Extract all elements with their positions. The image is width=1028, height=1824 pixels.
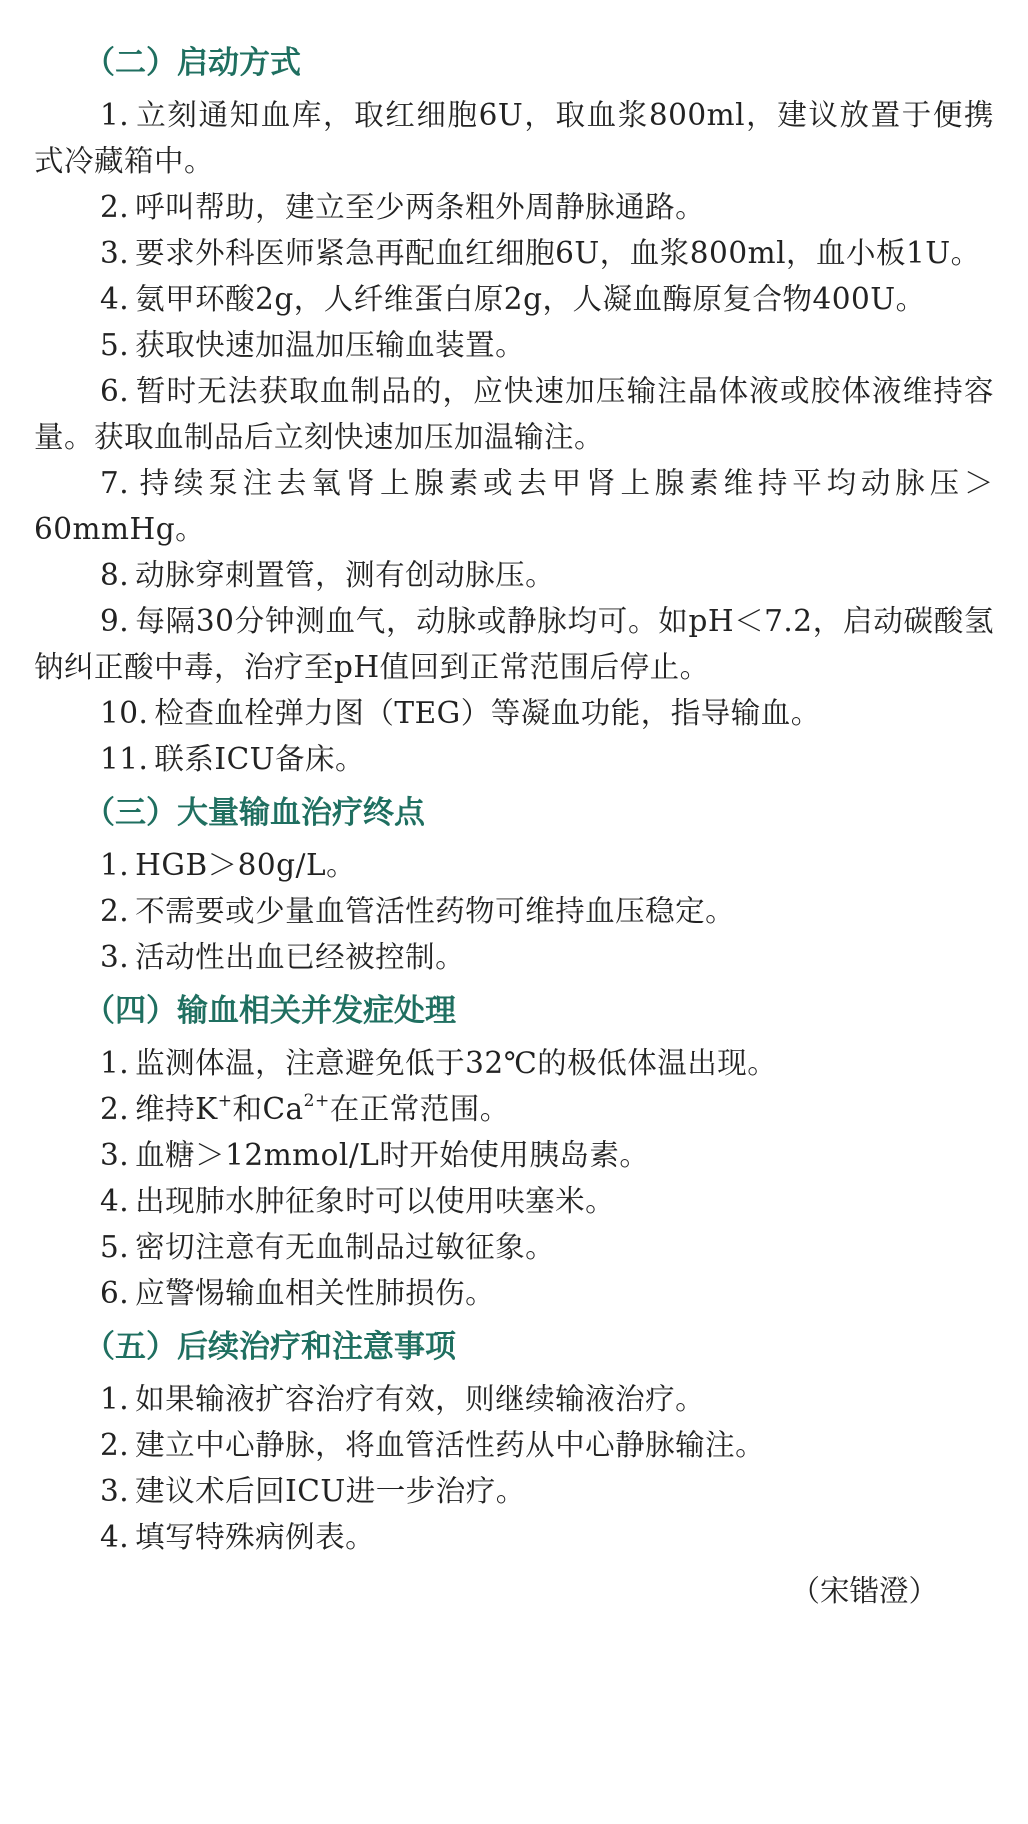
item-number: 6. (100, 1276, 130, 1310)
item-text: 暂时无法获取血制品的，应快速加压输注晶体液或胶体液维持容量。获取血制品后立刻快速加压加温输注。 (34, 374, 994, 454)
superscript: 2+ (303, 1091, 330, 1111)
section-complications (34, 986, 994, 1316)
item-text-part: 和Ca (232, 1092, 304, 1126)
item-number: 4. (100, 1184, 130, 1218)
item-number: 3. (100, 1138, 130, 1172)
item-text-part: 维持K (135, 1092, 218, 1126)
item-number: 2. (100, 894, 130, 928)
list-item (34, 368, 994, 460)
item-text: 获取快速加温加压输血装置。 (135, 328, 526, 362)
item-text: HGB＞80g/L。 (135, 848, 357, 882)
item-number: 3. (100, 940, 130, 974)
list-item (34, 184, 994, 230)
list-item (34, 1178, 994, 1224)
item-text: 填写特殊病例表。 (135, 1520, 376, 1554)
item-number: 1. (100, 98, 130, 132)
item-text: 应警惕输血相关性肺损伤。 (135, 1276, 496, 1310)
list-item (34, 1270, 994, 1316)
list-item (34, 736, 994, 782)
item-number: 3. (100, 1474, 130, 1508)
item-number: 5. (100, 328, 130, 362)
item-text: 要求外科医师紧急再配血红细胞6U，血浆800ml，血小板1U。 (135, 236, 981, 270)
list-item (34, 1514, 994, 1560)
item-number: 2. (100, 1092, 130, 1126)
item-text: 氨甲环酸2g，人纤维蛋白原2g，人凝血酶原复合物400U。 (135, 282, 926, 316)
item-text: 活动性出血已经被控制。 (135, 940, 466, 974)
author-signature: （宋锴澄） (790, 1574, 938, 1608)
item-number: 4. (100, 1520, 130, 1554)
item-text: 不需要或少量血管活性药物可维持血压稳定。 (135, 894, 736, 928)
list-item (34, 92, 994, 184)
section-heading: （五）后续治疗和注意事项 (84, 1329, 456, 1365)
list-item (34, 276, 994, 322)
item-number: 8. (100, 558, 130, 592)
list-item (34, 888, 994, 934)
list-item (34, 598, 994, 690)
item-text: 呼叫帮助，建立至少两条粗外周静脉通路。 (135, 190, 706, 224)
list-item (34, 1422, 994, 1468)
item-number: 11. (100, 742, 149, 776)
list-item (34, 552, 994, 598)
item-text: 检查血栓弹力图（TEG）等凝血功能，指导输血。 (154, 696, 821, 730)
item-text: 监测体温，注意避免低于32℃的极低体温出现。 (135, 1046, 778, 1080)
item-text: 立刻通知血库，取红细胞6U，取血浆800ml，建议放置于便携式冷藏箱中。 (34, 98, 994, 178)
item-text: 如果输液扩容治疗有效，则继续输液治疗。 (135, 1382, 706, 1416)
list-item (34, 690, 994, 736)
item-number: 1. (100, 848, 130, 882)
item-text: 密切注意有无血制品过敏征象。 (135, 1230, 556, 1264)
section-startup (34, 38, 994, 782)
item-number: 2. (100, 1428, 130, 1462)
item-number: 4. (100, 282, 130, 316)
item-number: 1. (100, 1046, 130, 1080)
item-text: 每隔30分钟测血气，动脉或静脉均可。如pH＜7.2，启动碳酸氢钠纠正酸中毒，治疗至pH值回到正常范围后停止。 (34, 604, 994, 684)
list-item (34, 1468, 994, 1514)
list-item (34, 1376, 994, 1422)
section-heading: （四）输血相关并发症处理 (84, 993, 456, 1029)
section-transfusion-endpoint (34, 788, 994, 980)
item-number: 1. (100, 1382, 130, 1416)
list-item (34, 1040, 994, 1086)
list-item (34, 230, 994, 276)
item-number: 5. (100, 1230, 130, 1264)
item-number: 7. (100, 466, 130, 500)
item-text: 动脉穿刺置管，测有创动脉压。 (135, 558, 556, 592)
item-text: 出现肺水肿征象时可以使用呋塞米。 (135, 1184, 616, 1218)
item-text: 血糖＞12mmol/L时开始使用胰岛素。 (135, 1138, 650, 1172)
section-heading: （二）启动方式 (84, 45, 301, 81)
section-heading: （三）大量输血治疗终点 (84, 795, 425, 831)
item-number: 9. (100, 604, 130, 638)
item-text: 建立中心静脉，将血管活性药从中心静脉输注。 (135, 1428, 766, 1462)
list-item (34, 1132, 994, 1178)
item-number: 6. (100, 374, 130, 408)
superscript: + (217, 1091, 233, 1111)
item-text-part: 在正常范围。 (329, 1092, 510, 1126)
list-item (34, 842, 994, 888)
list-item (34, 1086, 994, 1132)
item-text: 持续泵注去氧肾上腺素或去甲肾上腺素维持平均动脉压＞60mmHg。 (34, 466, 994, 546)
item-text: 联系ICU备床。 (154, 742, 366, 776)
item-number: 3. (100, 236, 130, 270)
section-follow-up (34, 1322, 994, 1560)
list-item (34, 322, 994, 368)
item-text: 建议术后回ICU进一步治疗。 (135, 1474, 526, 1508)
list-item (34, 460, 994, 552)
list-item (34, 934, 994, 980)
list-item (34, 1224, 994, 1270)
item-number: 2. (100, 190, 130, 224)
item-number: 10. (100, 696, 149, 730)
